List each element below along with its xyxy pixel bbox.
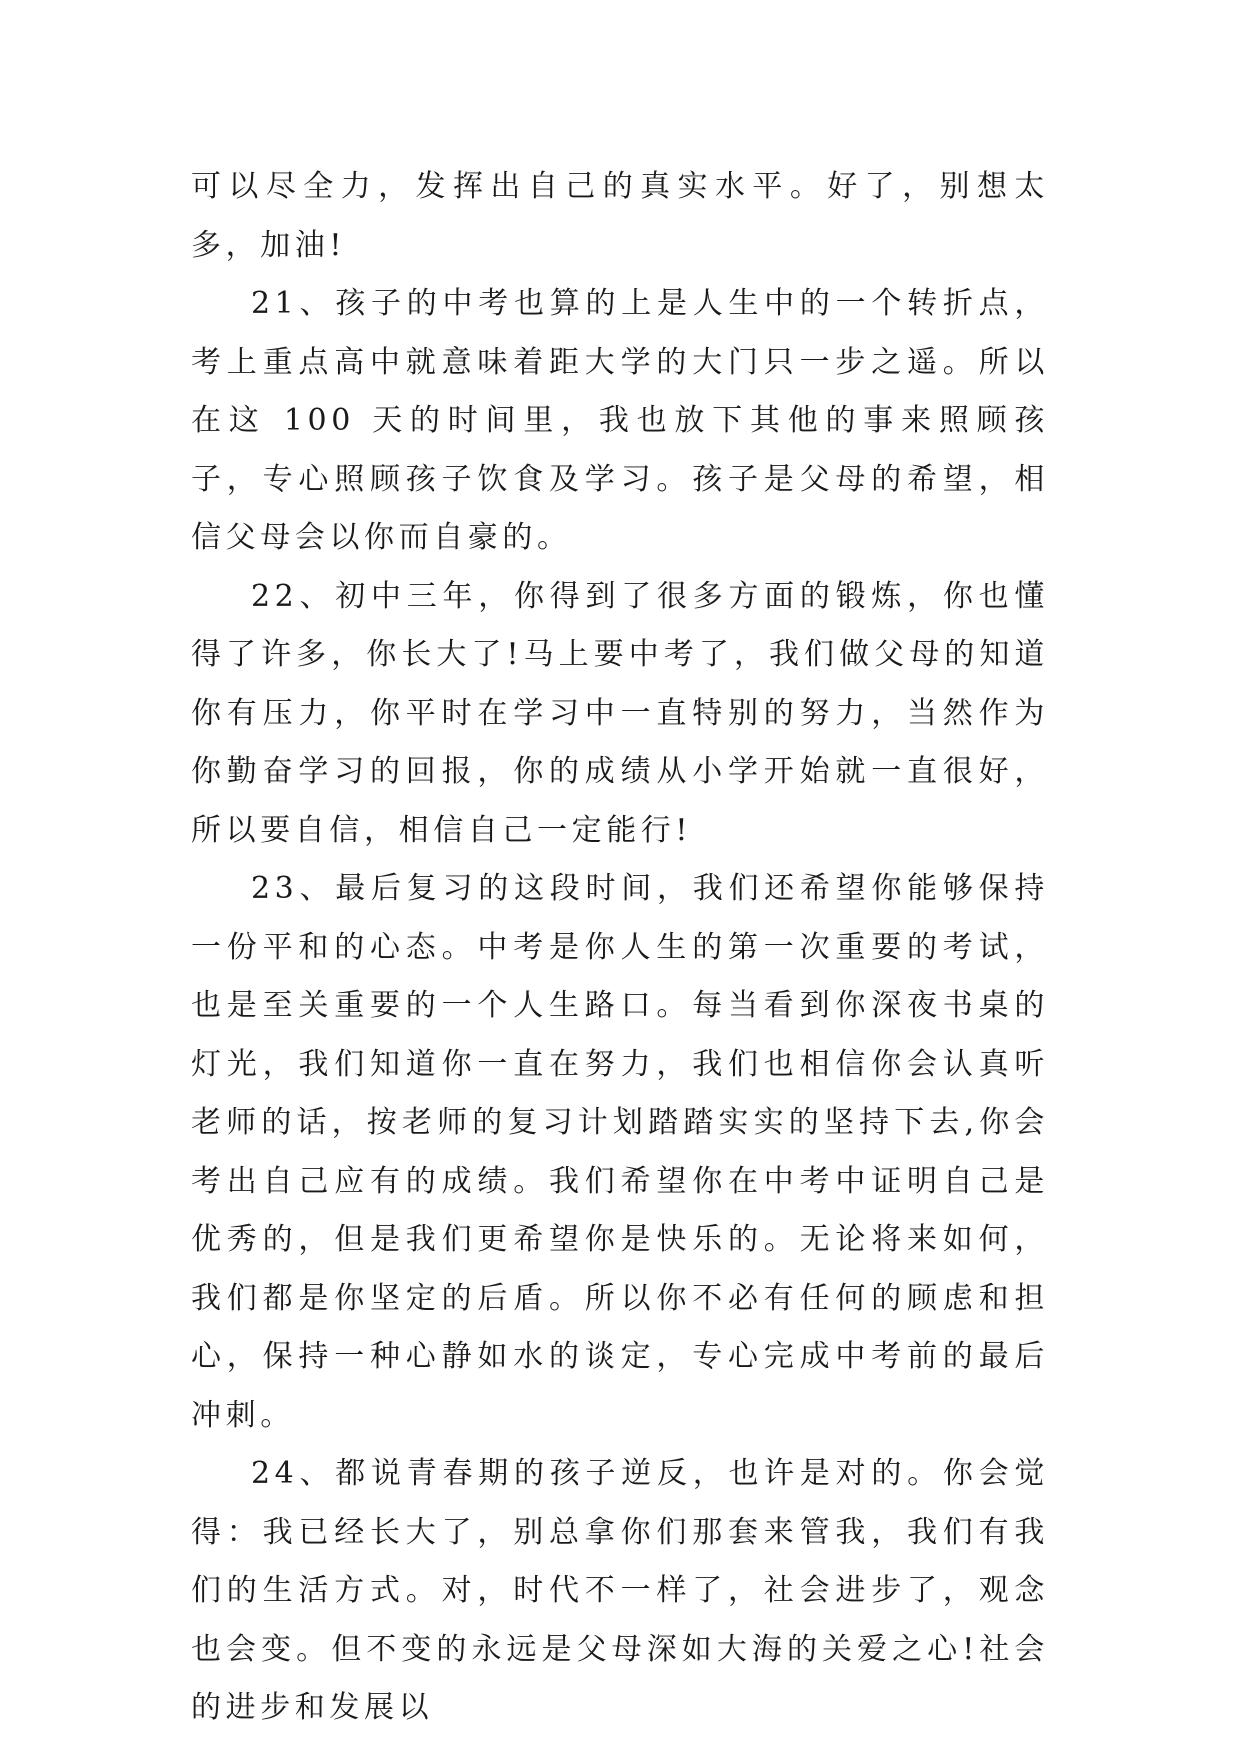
document-body (191, 158, 1049, 1738)
paragraph-item-21: 21、孩子的中考也算的上是人生中的一个转折点，考上重点高中就意味着距大学的大门只一步之遥。所以在这 100 天的时间里，我也放下其他的事来照顾孩子，专心照顾孩子饮食及学习。孩子是父母的希望，相信父母会以你而自豪的。 (191, 286, 1049, 555)
paragraph-item-24: 24、都说青春期的孩子逆反，也许是对的。你会觉得：我已经长大了，别总拿你们那套来管我，我们有我们的生活方式。对，时代不一样了，社会进步了，观念也会变。但不变的永远是父母深如大海的关爱之心!社会的进步和发展以 (191, 1456, 1049, 1725)
paragraph-item-22: 22、初中三年，你得到了很多方面的锻炼，你也懂得了许多，你长大了!马上要中考了，我们做父母的知道你有压力，你平时在学习中一直特别的努力，当然作为你勤奋学习的回报，你的成绩从小学开始就一直很好，所以要自信，相信自己一定能行! (191, 578, 1049, 848)
paragraph-continuation: 可以尽全力，发挥出自己的真实水平。好了，别想太多，加油! (191, 169, 1049, 263)
paragraph-item-23: 23、最后复习的这段时间，我们还希望你能够保持一份平和的心态。中考是你人生的第一次重要的考试，也是至关重要的一个人生路口。每当看到你深夜书桌的灯光，我们知道你一直在努力，我们也相信你会认真听老师的话，按老师的复习计划踏踏实实的坚持下去,你会考出自己应有的成绩。我们希望你在中考中证明自己是优秀的，但是我们更希望你是快乐的。无论将来如何，我们都是你坚定的后盾。所以你不必有任何的顾虑和担心，保持一种心静如水的谈定，专心完成中考前的最后冲刺。 (191, 871, 1049, 1433)
